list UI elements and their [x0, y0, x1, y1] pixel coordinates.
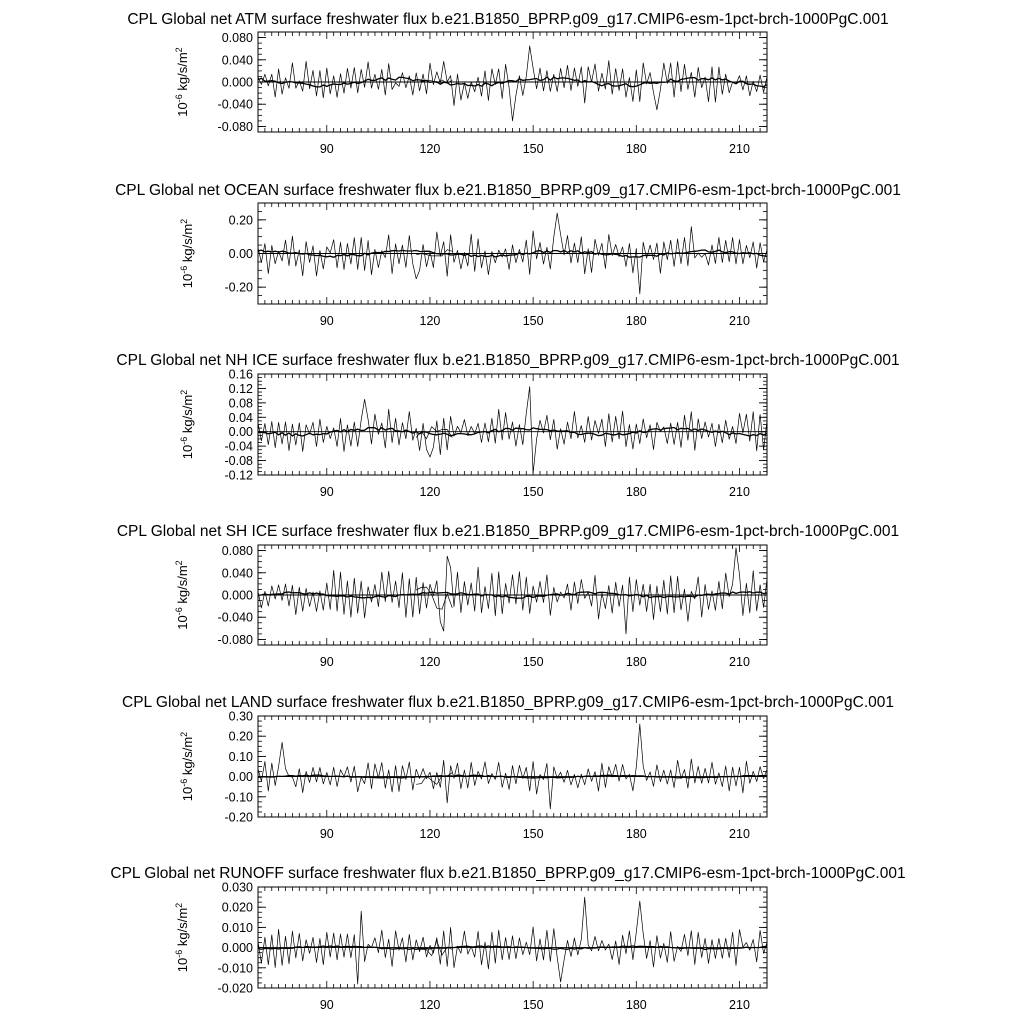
y-tick-label: 0.040: [221, 566, 253, 581]
y-tick-label: 0.20: [228, 729, 253, 744]
y-axis-label: $10^{-6}$ $kg/s/m^2$: [174, 902, 190, 973]
y-tick-label: -0.20: [224, 810, 253, 825]
x-tick-label: 90: [319, 998, 334, 1012]
y-tick-label: 0.00: [228, 425, 253, 440]
x-tick-label: 120: [419, 485, 441, 499]
x-tick-label: 120: [419, 142, 441, 156]
y-tick-label: 0.08: [228, 396, 253, 411]
x-tick-label: 120: [419, 655, 441, 669]
x-tick-label: 120: [419, 998, 441, 1012]
y-tick-label: 0.000: [221, 75, 253, 90]
y-tick-label: 0.010: [221, 920, 253, 935]
y-tick-label: -0.04: [224, 439, 253, 454]
x-tick-label: 180: [625, 485, 647, 499]
x-tick-label: 180: [625, 314, 647, 328]
y-tick-label: 0.040: [221, 53, 253, 68]
chart-title: CPL Global net RUNOFF surface freshwater flux b.e21.B1850_BPRP.g09_g17.CMIP6-esm-1pct-brch-1000PgC.001: [110, 865, 906, 882]
series-line: [258, 548, 767, 634]
y-tick-label: 0.030: [221, 880, 253, 895]
x-tick-label: 210: [729, 142, 750, 156]
restart-segment-line: [416, 773, 452, 785]
y-axis-label: $10^{-6}$ $kg/s/m^2$: [179, 218, 195, 289]
y-tick-label: 0.00: [228, 770, 253, 785]
chart-panel-2: [115, 182, 901, 328]
y-tick-label: 0.16: [228, 367, 253, 382]
x-tick-label: 150: [522, 485, 544, 499]
x-tick-label: 150: [522, 655, 544, 669]
x-tick-label: 210: [729, 485, 750, 499]
x-tick-label: 150: [522, 314, 544, 328]
chart-panel-4: [117, 523, 899, 669]
y-tick-label: -0.040: [217, 610, 253, 625]
x-tick-label: 90: [319, 655, 334, 669]
y-axis-label: $10^{-6}$ $kg/s/m^2$: [174, 560, 190, 630]
y-tick-label: -0.020: [217, 981, 253, 996]
x-tick-label: 120: [419, 314, 441, 328]
x-tick-label: 180: [625, 998, 647, 1012]
y-tick-label: -0.20: [224, 280, 253, 295]
y-tick-label: -0.10: [224, 790, 253, 805]
series-line: [258, 724, 767, 809]
chart-panel-3: [116, 352, 899, 499]
x-tick-label: 120: [419, 827, 441, 841]
chart-title: CPL Global net SH ICE surface freshwater flux b.e21.B1850_BPRP.g09_g17.CMIP6-esm-1pct-brch-1000PgC.001: [116, 523, 900, 540]
y-tick-label: 0.020: [221, 900, 253, 915]
x-tick-label: 210: [729, 655, 750, 669]
y-tick-label: 0.000: [221, 588, 253, 603]
chart-title: CPL Global net NH ICE surface freshwater flux b.e21.B1850_BPRP.g09_g17.CMIP6-esm-1pct-brch-1000PgC.001: [116, 352, 900, 369]
x-tick-label: 210: [729, 314, 750, 328]
x-tick-label: 180: [625, 827, 647, 841]
chart-title: CPL Global net ATM surface freshwater flux b.e21.B1850_BPRP.g09_g17.CMIP6-esm-1pct-brch-1000PgC.001: [127, 11, 889, 28]
y-tick-label: 0.00: [228, 247, 253, 261]
y-tick-label: 0.080: [221, 544, 253, 559]
x-tick-label: 90: [319, 485, 334, 499]
y-tick-label: 0.12: [228, 381, 253, 396]
y-axis-label: $10^{-6}$ $kg/s/m^2$: [174, 47, 190, 117]
y-tick-label: 0.20: [228, 213, 253, 228]
series-line: [258, 897, 767, 984]
y-tick-label: 0.10: [228, 749, 253, 764]
x-tick-label: 210: [729, 827, 750, 841]
x-tick-label: 180: [625, 142, 647, 156]
y-axis-label: $10^{-6}$ $kg/s/m^2$: [179, 731, 195, 802]
y-tick-label: 0.30: [228, 709, 253, 724]
y-tick-label: 0.04: [228, 410, 253, 425]
x-tick-label: 210: [729, 998, 750, 1012]
y-tick-label: -0.080: [217, 632, 253, 647]
y-tick-label: -0.080: [217, 119, 253, 134]
y-axis-label: $10^{-6}$ $kg/s/m^2$: [179, 389, 195, 460]
y-tick-label: -0.08: [224, 454, 253, 469]
y-tick-label: -0.010: [217, 961, 253, 976]
x-tick-label: 90: [319, 827, 334, 841]
x-tick-label: 180: [625, 655, 647, 669]
x-tick-label: 150: [522, 827, 544, 841]
chart-panel-5: [122, 694, 894, 841]
chart-title: CPL Global net LAND surface freshwater flux b.e21.B1850_BPRP.g09_g17.CMIP6-esm-1pct-brch-1000PgC.001: [122, 694, 894, 711]
y-tick-label: 0.000: [221, 941, 253, 956]
series-line: [258, 46, 767, 121]
x-tick-label: 90: [319, 142, 334, 156]
x-tick-label: 90: [319, 314, 334, 328]
y-tick-label: -0.12: [224, 468, 253, 483]
chart-panel-6: [110, 865, 905, 1012]
chart-title: CPL Global net OCEAN surface freshwater flux b.e21.B1850_BPRP.g09_g17.CMIP6-esm-1pct-brch-1000PgC.001: [115, 182, 901, 199]
x-tick-label: 150: [522, 998, 544, 1012]
chart-panel-1: [127, 11, 888, 156]
y-tick-label: 0.080: [221, 31, 253, 46]
y-tick-label: -0.040: [217, 97, 253, 112]
x-tick-label: 150: [522, 142, 544, 156]
